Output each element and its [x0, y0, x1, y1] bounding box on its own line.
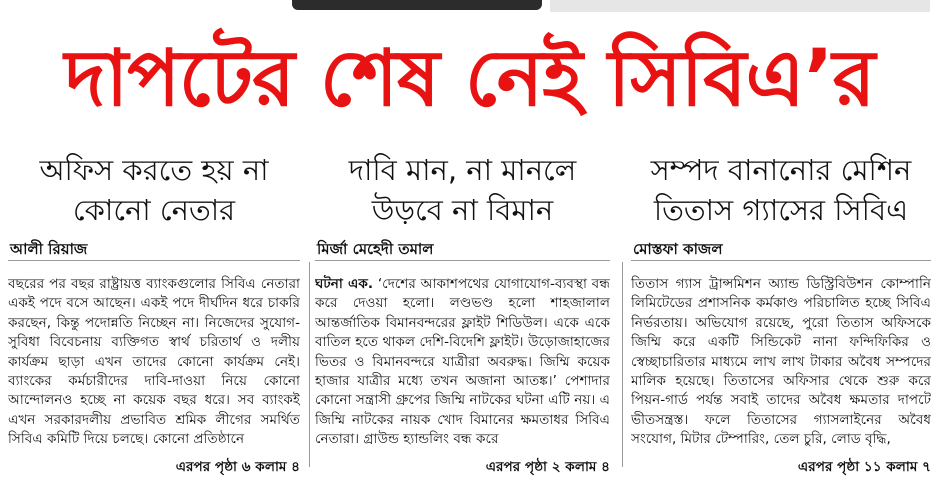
- continued-link[interactable]: এরপর পৃষ্ঠা ১১ কলাম ৭: [792, 458, 931, 477]
- byline: মোস্তফা কাজল: [631, 238, 931, 261]
- article-lead: ঘটনা এক.: [315, 276, 374, 292]
- article-column-2: [315, 150, 610, 481]
- top-bar: [0, 0, 939, 14]
- article-subheadline: [8, 150, 300, 232]
- main-headline: দাপটের শেষ নেই সিবিএ’র: [64, 34, 875, 124]
- column-divider: [622, 262, 623, 467]
- column-divider: [309, 262, 310, 467]
- continued-link[interactable]: এরপর পৃষ্ঠা ২ কলাম ৪: [480, 458, 610, 477]
- article-body: [631, 275, 931, 481]
- article-subheadline: [631, 150, 931, 232]
- article-text: ‘দেশের আকাশপথের যোগাযোগ-ব্যবস্থা বন্ধ করে দেওয়া হলো। লণ্ডভণ্ড হলো শাহজালাল আন্তর্জাতিক বিমানবন্দরের ফ্লাইট শিডিউল। একে একে বাতিল হতে থাকল দেশি-বিদেশি ফ্লাইট। উড়োজাহাজের ভিতর ও বিমানবন্দরে যাত্রীরা অবরুদ্ধ। জিম্মি কয়েক হাজার যাত্রীর মধ্যে তখন অজানা আতঙ্ক।’ পেশাদার কোনো সন্ত্রাসী গ্রুপের জিম্মি নাটকের ঘটনা এটি নয়। এ জিম্মি নাটকের নায়ক খোদ বিমানের ক্ষমতাধর সিবিএ নেতারা। গ্রাউন্ড হ্যান্ডলিং বন্ধ করে: [315, 276, 610, 448]
- top-bar-light-strip: [550, 0, 930, 12]
- article-column-3: [631, 150, 931, 481]
- subheadline-line-1: অফিস করতে হয় না: [39, 153, 269, 187]
- article-subheadline: [315, 150, 610, 232]
- continued-link[interactable]: এরপর পৃষ্ঠা ৬ কলাম ৪: [170, 458, 300, 477]
- byline: মির্জা মেহেদী তমাল: [315, 238, 610, 261]
- byline: আলী রিয়াজ: [8, 238, 300, 261]
- article-column-1: [8, 150, 300, 481]
- subheadline-line-2: উড়বে না বিমান: [371, 193, 554, 227]
- article-body: [315, 275, 610, 481]
- article-text: তিতাস গ্যাস ট্রান্সমিশন অ্যান্ড ডিস্ট্রিবিউশন কোম্পানি লিমিটেডের প্রশাসনিক কর্মকাণ্ড পরিচালিত হচ্ছে সিবিএ নির্ভরতায়। অভিযোগ রয়েছে, পুরো তিতাস অফিসকে জিম্মি করে একটি সিন্ডিকেট নানা ফন্দিফিকির ও স্বেচ্ছাচারিতার মাধ্যমে লাখ লাখ টাকার অবৈধ সম্পদের মালিক হয়েছে। তিতাসের অফিসার থেকে শুরু করে পিয়ন-গার্ড পর্যন্ত সবাই তাদের অবৈধ ক্ষমতার দাপটে ভীতসন্ত্রস্ত। ফলে তিতাসের গ্যাসলাইনের অবৈধ সংযোগ, মিটার টেম্পারিং, তেল চুরি, লোড বৃদ্ধি,: [631, 276, 931, 448]
- article-text: বছরের পর বছর রাষ্ট্রায়ত্ত ব্যাংকগুলোর সিবিএ নেতারা একই পদে বসে আছেন। একই পদে দীর্ঘদিন ধরে চাকরি করছেন, কিন্তু পদোন্নতি নিচ্ছেন না। নিজেদের সুযোগ-সুবিধা বিবেচনায় ব্যক্তিগত স্বার্থ চরিতার্থ ও দলীয় কার্যক্রম ছাড়া এখন তাদের কোনো কার্যক্রম নেই। ব্যাংকের কর্মচারীদের দাবি-দাওয়া নিয়ে কোনো আন্দোলনও হচ্ছে না কয়েক বছর ধরে। সব ব্যাংকই এখন সরকারদলীয় প্রভাবিত শ্রমিক লীগের সমর্থিত সিবিএ কমিটি দিয়ে চলছে। কোনো প্রতিষ্ঠানে: [8, 276, 300, 448]
- subheadline-line-1: দাবি মান, না মানলে: [348, 153, 577, 187]
- subheadline-line-1: সম্পদ বানানোর মেশিন: [650, 153, 912, 187]
- article-body: [8, 275, 300, 481]
- top-bar-dark-tab: [292, 0, 542, 10]
- subheadline-line-2: কোনো নেতার: [72, 193, 236, 227]
- subheadline-line-2: তিতাস গ্যাসের সিবিএ: [653, 193, 909, 227]
